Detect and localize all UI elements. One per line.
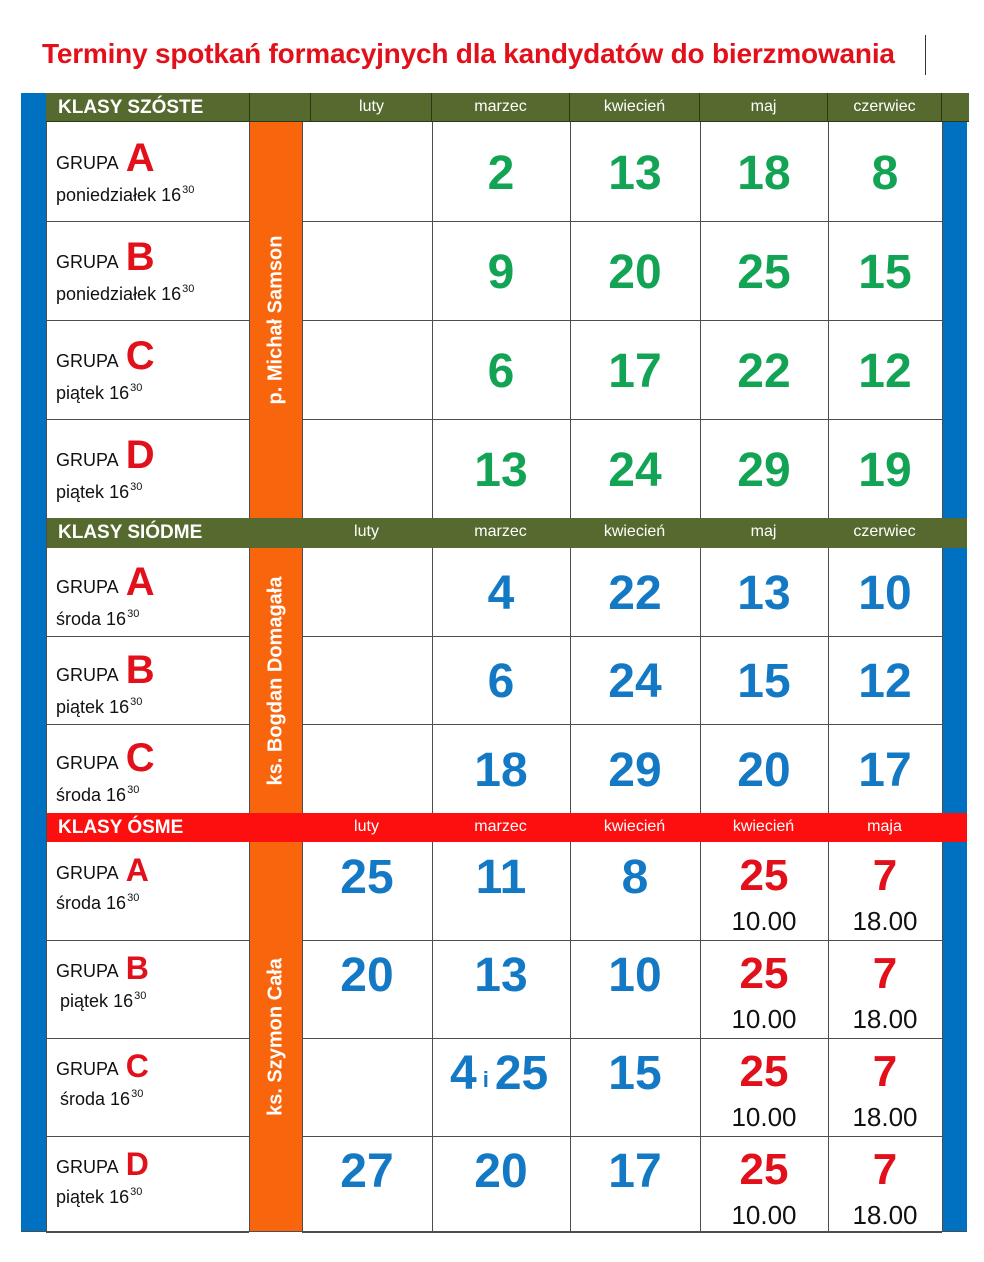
- group-minutes: 30: [130, 481, 143, 493]
- group-label: [56, 433, 155, 478]
- section-title: KLASY SZÓSTE: [58, 97, 204, 118]
- month-header: maj: [750, 98, 777, 115]
- row-divider: [302, 940, 942, 941]
- group-day-time: [56, 1186, 142, 1208]
- month-header: maja: [867, 818, 902, 835]
- group-letter: D: [125, 1146, 149, 1182]
- group-label: [56, 950, 149, 987]
- teacher-name: p. Michał Samson: [264, 235, 286, 405]
- group-day: piątek: [56, 697, 105, 717]
- group-hour: 16: [109, 383, 130, 403]
- header-bottom-line: [46, 121, 969, 122]
- date-value: 17: [608, 344, 662, 398]
- date-value: 24: [608, 443, 662, 497]
- row-divider: [302, 221, 942, 222]
- date-value: 15: [608, 1047, 662, 1100]
- date-value: 15: [737, 655, 791, 708]
- group-day: środa: [56, 785, 102, 805]
- group-letter: A: [125, 136, 155, 180]
- group-minutes: 30: [130, 382, 143, 394]
- date-part: 25: [494, 1047, 549, 1100]
- group-minutes: 30: [131, 1088, 144, 1100]
- group-letter: B: [125, 950, 149, 986]
- date-value: 8: [621, 851, 649, 904]
- month-header: kwiecień: [603, 818, 666, 835]
- date-value: 15: [858, 245, 912, 299]
- date-value: [450, 1046, 548, 1108]
- date-value: 19: [858, 443, 912, 497]
- month-header: maj: [750, 523, 777, 540]
- column-divider: [249, 548, 250, 813]
- date-value: 6: [487, 655, 515, 708]
- date-value: 29: [608, 743, 662, 797]
- meeting-time: 10.00: [731, 906, 797, 936]
- date-value: 27: [340, 1145, 394, 1198]
- date-value: 8: [871, 146, 899, 200]
- date-value: 10: [858, 567, 912, 620]
- meeting-time: 18.00: [852, 1200, 918, 1230]
- date-value: 4: [487, 567, 515, 620]
- group-hour: 16: [106, 785, 127, 805]
- group-hour: 16: [113, 991, 134, 1011]
- teacher-band: [249, 122, 302, 518]
- teacher-name: ks. Szymon Cała: [264, 958, 286, 1116]
- date-part: 4: [450, 1047, 477, 1100]
- group-letter: C: [125, 334, 155, 378]
- date-value: 25: [737, 245, 791, 299]
- group-label: [56, 648, 155, 693]
- row-divider: [46, 320, 249, 321]
- group-day: środa: [56, 609, 102, 629]
- month-header: luty: [359, 98, 384, 115]
- group-letter: A: [125, 560, 155, 604]
- date-value: 20: [340, 949, 394, 1002]
- column-divider: [249, 842, 250, 1232]
- group-hour: 16: [109, 482, 130, 502]
- group-minutes: 30: [130, 1186, 143, 1198]
- group-minutes: 30: [127, 608, 140, 620]
- group-day: poniedziałek: [56, 284, 157, 304]
- column-divider: [302, 122, 303, 518]
- group-letter: C: [125, 1048, 149, 1084]
- group-hour: 16: [161, 284, 182, 304]
- group-label: [56, 334, 155, 379]
- month-header: czerwiec: [853, 98, 916, 115]
- group-prefix: GRUPA: [56, 450, 118, 470]
- date-connector: i: [482, 1067, 489, 1092]
- group-minutes: 30: [182, 283, 195, 295]
- group-hour: 16: [161, 185, 182, 205]
- group-day-time: [56, 608, 139, 630]
- date-value: 13: [474, 949, 528, 1002]
- group-day: piątek: [56, 482, 105, 502]
- date-value: 17: [608, 1145, 662, 1198]
- month-header: marzec: [474, 523, 527, 540]
- date-value: 18: [474, 743, 528, 797]
- row-divider: [46, 1038, 249, 1039]
- group-day-time: [56, 481, 142, 503]
- date-value: 11: [475, 851, 527, 904]
- row-divider: [46, 419, 249, 420]
- row-divider: [302, 419, 942, 420]
- group-day-time: [56, 892, 139, 914]
- row-divider: [302, 636, 942, 637]
- month-header: kwiecień: [603, 523, 666, 540]
- group-day-time: [56, 784, 139, 806]
- date-value: 20: [474, 1145, 528, 1198]
- group-prefix: GRUPA: [56, 1157, 118, 1177]
- row-divider: [46, 940, 249, 941]
- group-day-time: [56, 696, 142, 718]
- group-letter: B: [125, 648, 155, 692]
- month-header: czerwiec: [853, 523, 916, 540]
- group-label: [56, 1048, 149, 1085]
- text-cursor: [925, 35, 926, 75]
- month-header: kwiecień: [603, 98, 666, 115]
- meeting-time: 10.00: [731, 1200, 797, 1230]
- date-value: 13: [737, 567, 791, 620]
- group-letter: C: [125, 736, 155, 780]
- date-value: 9: [487, 245, 515, 299]
- group-minutes: 30: [127, 892, 140, 904]
- date-value: 6: [487, 344, 515, 398]
- date-value: 20: [608, 245, 662, 299]
- teacher-name: ks. Bogdan Domagała: [264, 576, 286, 785]
- right-blue-stripe: [942, 93, 967, 1232]
- meeting-time: 18.00: [852, 1004, 918, 1034]
- month-header: kwiecień: [732, 818, 795, 835]
- date-value: 20: [737, 743, 791, 797]
- row-divider: [302, 724, 942, 725]
- date-value: 7: [872, 1047, 898, 1096]
- row-divider: [302, 320, 942, 321]
- date-value: 18: [737, 146, 791, 200]
- month-header: marzec: [474, 818, 527, 835]
- month-header: luty: [354, 523, 379, 540]
- teacher-band: [249, 842, 302, 1232]
- group-day: poniedziałek: [56, 185, 157, 205]
- date-value: 12: [858, 344, 912, 398]
- date-value: 17: [858, 743, 912, 797]
- column-divider: [249, 122, 250, 518]
- date-value: 2: [487, 146, 515, 200]
- group-hour: 16: [106, 609, 127, 629]
- group-day-time: [60, 990, 146, 1012]
- row-divider: [302, 1232, 942, 1233]
- group-label: [56, 736, 155, 781]
- row-divider: [46, 221, 249, 222]
- date-value: 13: [608, 146, 662, 200]
- header-cell-divider: [941, 93, 942, 122]
- group-label: [56, 1146, 149, 1183]
- group-minutes: 30: [130, 696, 143, 708]
- group-day: piątek: [56, 1187, 105, 1207]
- date-value: 25: [739, 949, 789, 998]
- row-divider: [302, 1038, 942, 1039]
- section-title: KLASY SIÓDME: [58, 522, 203, 543]
- date-value: 7: [872, 851, 898, 900]
- group-prefix: GRUPA: [56, 351, 118, 371]
- group-prefix: GRUPA: [56, 961, 118, 981]
- column-divider: [942, 842, 943, 1232]
- month-header: luty: [354, 818, 379, 835]
- date-value: 13: [474, 443, 528, 497]
- meeting-time: 18.00: [852, 906, 918, 936]
- group-letter: A: [125, 852, 149, 888]
- group-day: środa: [56, 893, 102, 913]
- row-divider: [46, 1136, 249, 1137]
- month-header: marzec: [474, 98, 527, 115]
- column-divider: [302, 548, 303, 813]
- group-minutes: 30: [127, 784, 140, 796]
- group-label: [56, 136, 155, 181]
- group-prefix: GRUPA: [56, 577, 118, 597]
- group-hour: 16: [109, 697, 130, 717]
- date-value: 24: [608, 655, 662, 708]
- group-prefix: GRUPA: [56, 863, 118, 883]
- date-value: 22: [608, 567, 662, 620]
- group-hour: 16: [106, 893, 127, 913]
- group-day-time: [60, 1088, 143, 1110]
- date-value: 22: [737, 344, 791, 398]
- group-hour: 16: [109, 1187, 130, 1207]
- date-value: 25: [739, 1145, 789, 1194]
- date-value: 25: [739, 1047, 789, 1096]
- date-value: 10: [608, 949, 662, 1002]
- group-label: [56, 235, 155, 280]
- group-label: [56, 560, 155, 605]
- group-day-time: [56, 382, 142, 404]
- group-day: piątek: [60, 991, 109, 1011]
- row-divider: [46, 636, 249, 637]
- meeting-time: 18.00: [852, 1102, 918, 1132]
- meeting-time: 10.00: [731, 1102, 797, 1132]
- header-cell-divider: [310, 93, 311, 122]
- group-day-time: [56, 184, 194, 206]
- group-prefix: GRUPA: [56, 665, 118, 685]
- table-bottom-line: [21, 1231, 967, 1232]
- date-value: 25: [340, 851, 394, 904]
- group-letter: D: [125, 433, 155, 477]
- group-letter: B: [125, 235, 155, 279]
- date-value: 29: [737, 443, 791, 497]
- group-minutes: 30: [134, 990, 147, 1002]
- left-blue-stripe: [21, 93, 46, 1232]
- page-title: Terminy spotkań formacyjnych dla kandydatów do bierzmowania: [42, 38, 895, 69]
- group-day: środa: [60, 1089, 106, 1109]
- teacher-band: [249, 548, 302, 813]
- date-value: 12: [858, 655, 912, 708]
- group-day: piątek: [56, 383, 105, 403]
- group-prefix: GRUPA: [56, 153, 118, 173]
- row-divider: [302, 1136, 942, 1137]
- group-prefix: GRUPA: [56, 1059, 118, 1079]
- date-value: 7: [872, 949, 898, 998]
- group-label: [56, 852, 149, 889]
- group-day-time: [56, 283, 194, 305]
- date-value: 7: [872, 1145, 898, 1194]
- group-hour: 16: [110, 1089, 131, 1109]
- column-divider: [942, 548, 943, 813]
- group-prefix: GRUPA: [56, 753, 118, 773]
- column-divider: [942, 122, 943, 518]
- date-value: 25: [739, 851, 789, 900]
- row-divider: [46, 724, 249, 725]
- row-divider: [46, 1232, 249, 1233]
- table-left-line: [46, 122, 47, 1232]
- group-minutes: 30: [182, 184, 195, 196]
- section-title: KLASY ÓSME: [58, 817, 184, 838]
- meeting-time: 10.00: [731, 1004, 797, 1034]
- group-prefix: GRUPA: [56, 252, 118, 272]
